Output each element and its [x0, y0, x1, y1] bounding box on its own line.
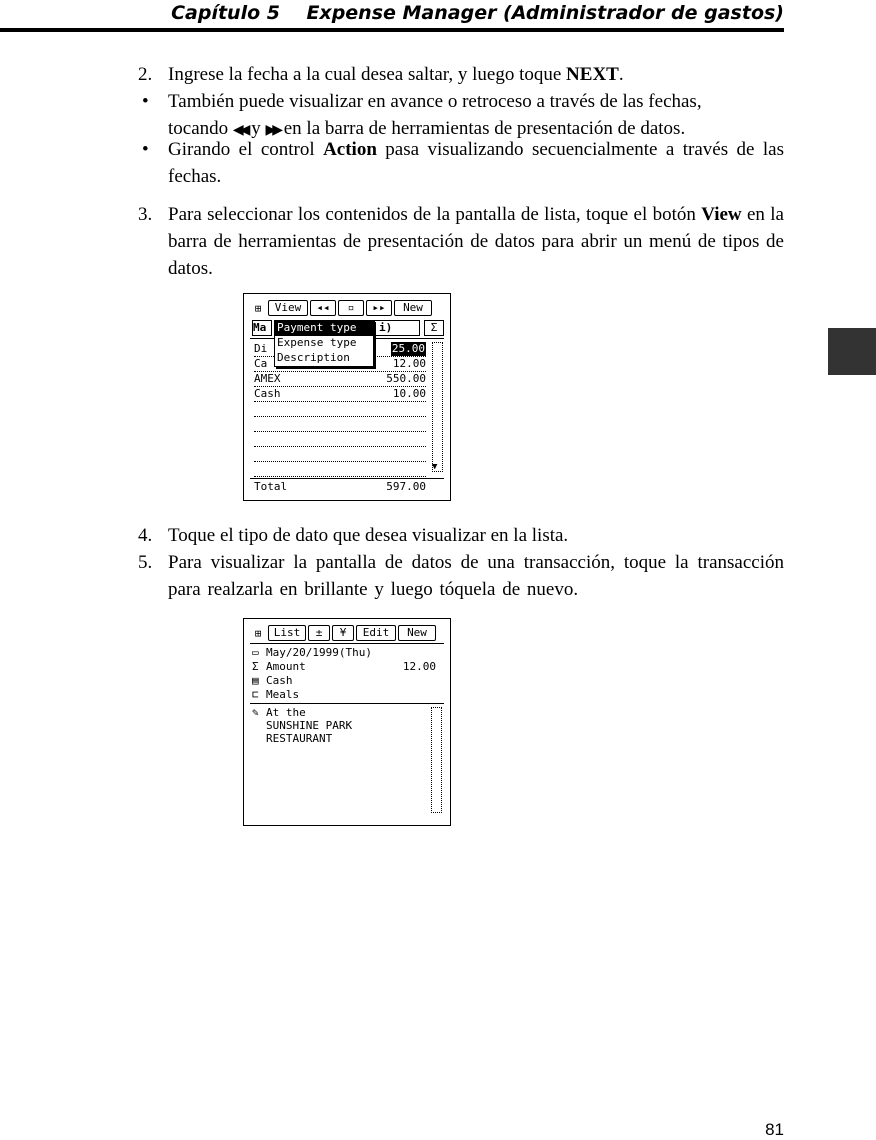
- list-toolbar: [250, 300, 444, 316]
- data-screen-screenshot: [243, 618, 451, 826]
- table-row[interactable]: Cash 10.00: [254, 387, 426, 400]
- chapter-title: Expense Manager (Administrador de gastos): [306, 2, 784, 24]
- running-header: [171, 2, 784, 24]
- tag-icon: ⊏: [252, 688, 259, 701]
- bullet-mark: •: [142, 91, 149, 112]
- menu-item-payment-type[interactable]: Payment type: [275, 321, 373, 336]
- empty-row: [254, 417, 426, 432]
- info-icon[interactable]: i): [374, 320, 420, 336]
- table-row[interactable]: Di 25.00: [254, 342, 425, 355]
- step-number: 2.: [138, 64, 153, 85]
- scrollbar[interactable]: [431, 707, 442, 813]
- fast-forward-icon: ▶▶: [265, 122, 279, 138]
- new-button[interactable]: New: [398, 625, 436, 641]
- date-row: ▭ May/20/1999(Thu): [252, 646, 372, 659]
- step-number: 4.: [138, 525, 153, 546]
- pencil-icon: ✎: [252, 706, 259, 719]
- step-text: Ingrese la fecha a la cual desea saltar, y luego toque NEXT.: [168, 64, 624, 85]
- list-button[interactable]: List: [268, 625, 306, 641]
- table-row[interactable]: Ca 12.00: [254, 357, 426, 370]
- empty-row: [254, 447, 426, 462]
- edit-button[interactable]: Edit: [356, 625, 396, 641]
- page-number: 81: [765, 1120, 784, 1139]
- list-screen-screenshot: [243, 293, 451, 501]
- note-line: RESTAURANT: [266, 732, 333, 745]
- payment-row: ▤ Cash: [252, 674, 293, 687]
- forward-button[interactable]: ▸▸: [366, 300, 392, 316]
- menu-item-description[interactable]: Description: [277, 351, 350, 364]
- view-menu[interactable]: [274, 320, 374, 367]
- divider: [250, 643, 444, 644]
- empty-row: [254, 402, 426, 417]
- total-row: Total 597.00: [254, 480, 426, 493]
- data-toolbar: [250, 625, 444, 641]
- sigma-button[interactable]: Σ: [424, 320, 444, 336]
- app-menu-icon[interactable]: ⊞: [254, 301, 262, 315]
- divider: [250, 703, 444, 704]
- menu-item-expense-type[interactable]: Expense type: [277, 336, 357, 349]
- amount-row: Σ Amount 12.00: [252, 660, 436, 673]
- note-line: ✎ At the: [252, 706, 306, 719]
- note-line: SUNSHINE PARK: [266, 719, 353, 732]
- scrollbar[interactable]: [432, 342, 443, 472]
- step-number: 5.: [138, 552, 153, 573]
- bullet-mark: •: [142, 139, 149, 160]
- month-field[interactable]: Ma: [252, 320, 272, 336]
- calendar-icon: ▭: [252, 646, 259, 659]
- chapter-side-tab: [828, 328, 876, 375]
- divider: [250, 478, 444, 479]
- step-text: Para visualizar la pantalla de datos de una transacción, toque la transacción para realzarla en brillante y luego tóquela de nuevo.: [168, 552, 784, 600]
- wallet-icon: ▤: [252, 674, 259, 687]
- new-button[interactable]: New: [394, 300, 432, 316]
- previous-record-button[interactable]: ±: [308, 625, 330, 641]
- table-row[interactable]: AMEX 550.00: [254, 372, 426, 385]
- empty-row: [254, 462, 426, 477]
- rewind-button[interactable]: ◂◂: [310, 300, 336, 316]
- expense-row: ⊏ Meals: [252, 688, 300, 701]
- step-number: 3.: [138, 204, 153, 225]
- empty-row: [254, 432, 426, 447]
- scroll-down-icon[interactable]: ▼: [432, 462, 438, 472]
- sigma-icon: Σ: [252, 660, 259, 673]
- today-button[interactable]: ▫: [338, 300, 364, 316]
- view-button[interactable]: View: [268, 300, 308, 316]
- bullet-line: También puede visualizar en avance o retroceso a través de las fechas,: [168, 91, 702, 112]
- next-record-button[interactable]: ¥: [332, 625, 354, 641]
- step-text: Toque el tipo de dato que desea visualizar en la lista.: [168, 525, 569, 546]
- rewind-icon: ◀◀: [232, 122, 247, 138]
- app-menu-icon[interactable]: ⊞: [254, 626, 262, 640]
- header-rule: [0, 28, 784, 32]
- chapter-label: Capítulo 5: [171, 2, 280, 24]
